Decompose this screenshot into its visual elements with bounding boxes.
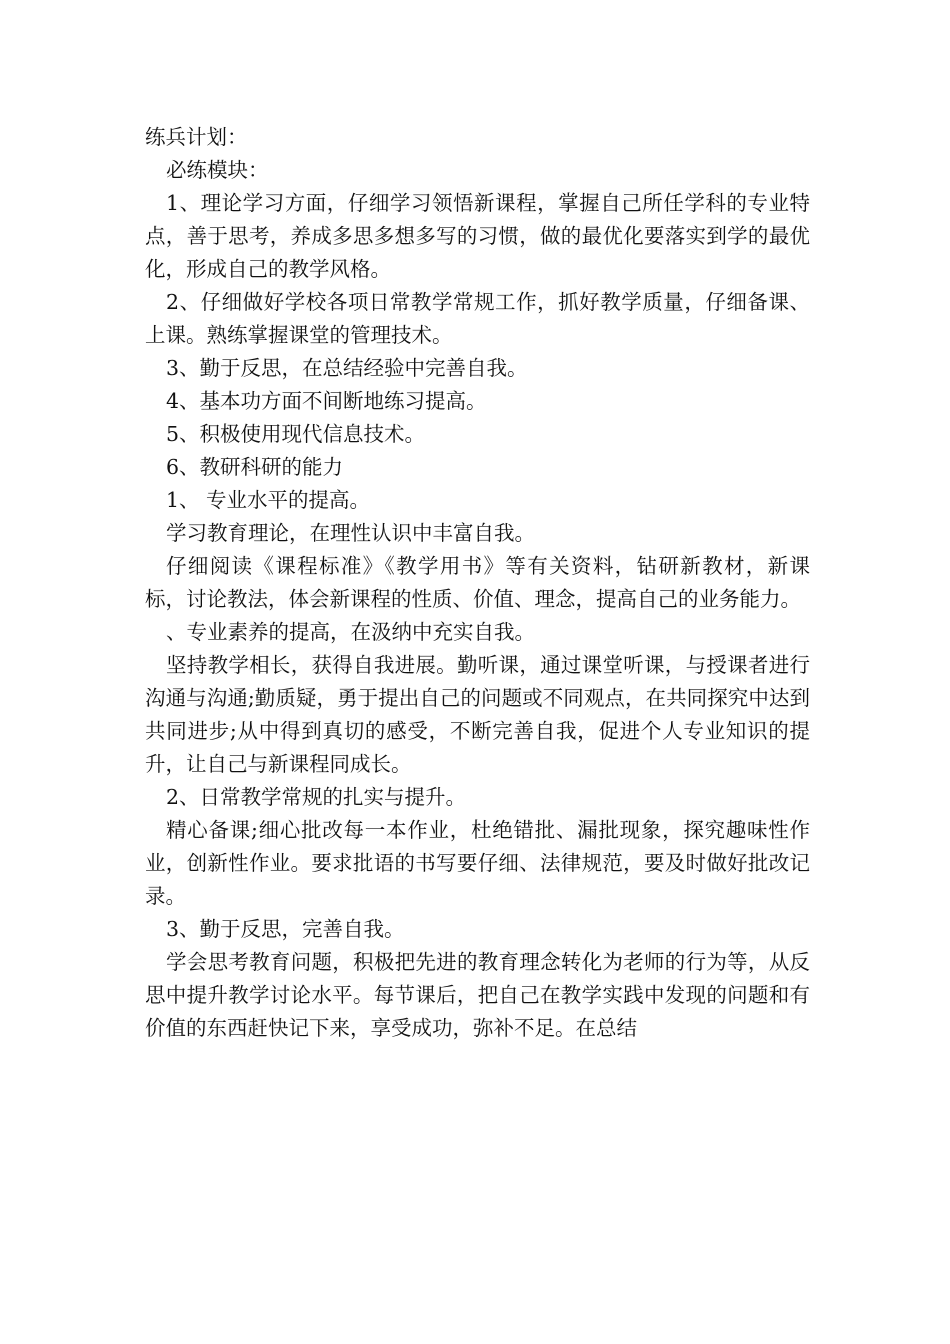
paragraph-study-theory: 学习教育理论，在理性认识中丰富自我。 — [166, 521, 535, 545]
paragraph-research: 6、教研科研的能力 — [166, 455, 344, 479]
paragraph-routine: 2、仔细做好学校各项日常教学常规工作，抓好教学质量，仔细备课、上课。熟练掌握课堂的管理技术。 — [145, 290, 810, 347]
paragraph-it: 5、积极使用现代信息技术。 — [166, 422, 426, 446]
subheading-literacy: 、专业素养的提高，在汲纳中充实自我。 — [166, 620, 535, 644]
paragraph-reflect: 3、勤于反思，在总结经验中完善自我。 — [166, 356, 528, 380]
heading-modules: 必练模块： — [166, 158, 269, 182]
paragraph-reading: 仔细阅读《课程标准》《教学用书》等有关资料，钻研新教材，新课标，讨论教法，体会新课程的性质、价值、理念，提高自己的业务能力。 — [145, 554, 810, 611]
paragraph-teaching-growth: 坚持教学相长，获得自我进展。勤听课，通过课堂听课，与授课者进行沟通与沟通;勤质疑，勇于提出自己的问题或不同观点，在共同探究中达到共同进步;从中得到真切的感受，不断完善自我，促进个人专业知识的提升，让自己与新课程同成长。 — [145, 653, 810, 776]
paragraph-basic-skills: 4、基本功方面不间断地练习提高。 — [166, 389, 487, 413]
subheading-reflect: 3、勤于反思，完善自我。 — [166, 917, 405, 941]
subheading-routine: 2、日常教学常规的扎实与提升。 — [166, 785, 467, 809]
document-body — [145, 121, 810, 1045]
paragraph-lesson-prep: 精心备课;细心批改每一本作业，杜绝错批、漏批现象，探究趣味性作业，创新性作业。要求批语的书写要仔细、法律规范，要及时做好批改记录。 — [145, 818, 810, 908]
paragraph-theory: 1、理论学习方面，仔细学习领悟新课程，掌握自己所任学科的专业特点，善于思考，养成多思多想多写的习惯，做的最优化要落实到学的最优化，形成自己的教学风格。 — [145, 191, 810, 281]
subheading-professional: 1、 专业水平的提高。 — [166, 488, 371, 512]
paragraph-reflection: 学会思考教育问题，积极把先进的教育理念转化为老师的行为等，从反思中提升教学讨论水平。每节课后，把自己在教学实践中发现的问题和有价值的东西赶快记下来，享受成功，弥补不足。在总结 — [145, 950, 810, 1040]
heading-plan: 练兵计划： — [145, 125, 248, 149]
